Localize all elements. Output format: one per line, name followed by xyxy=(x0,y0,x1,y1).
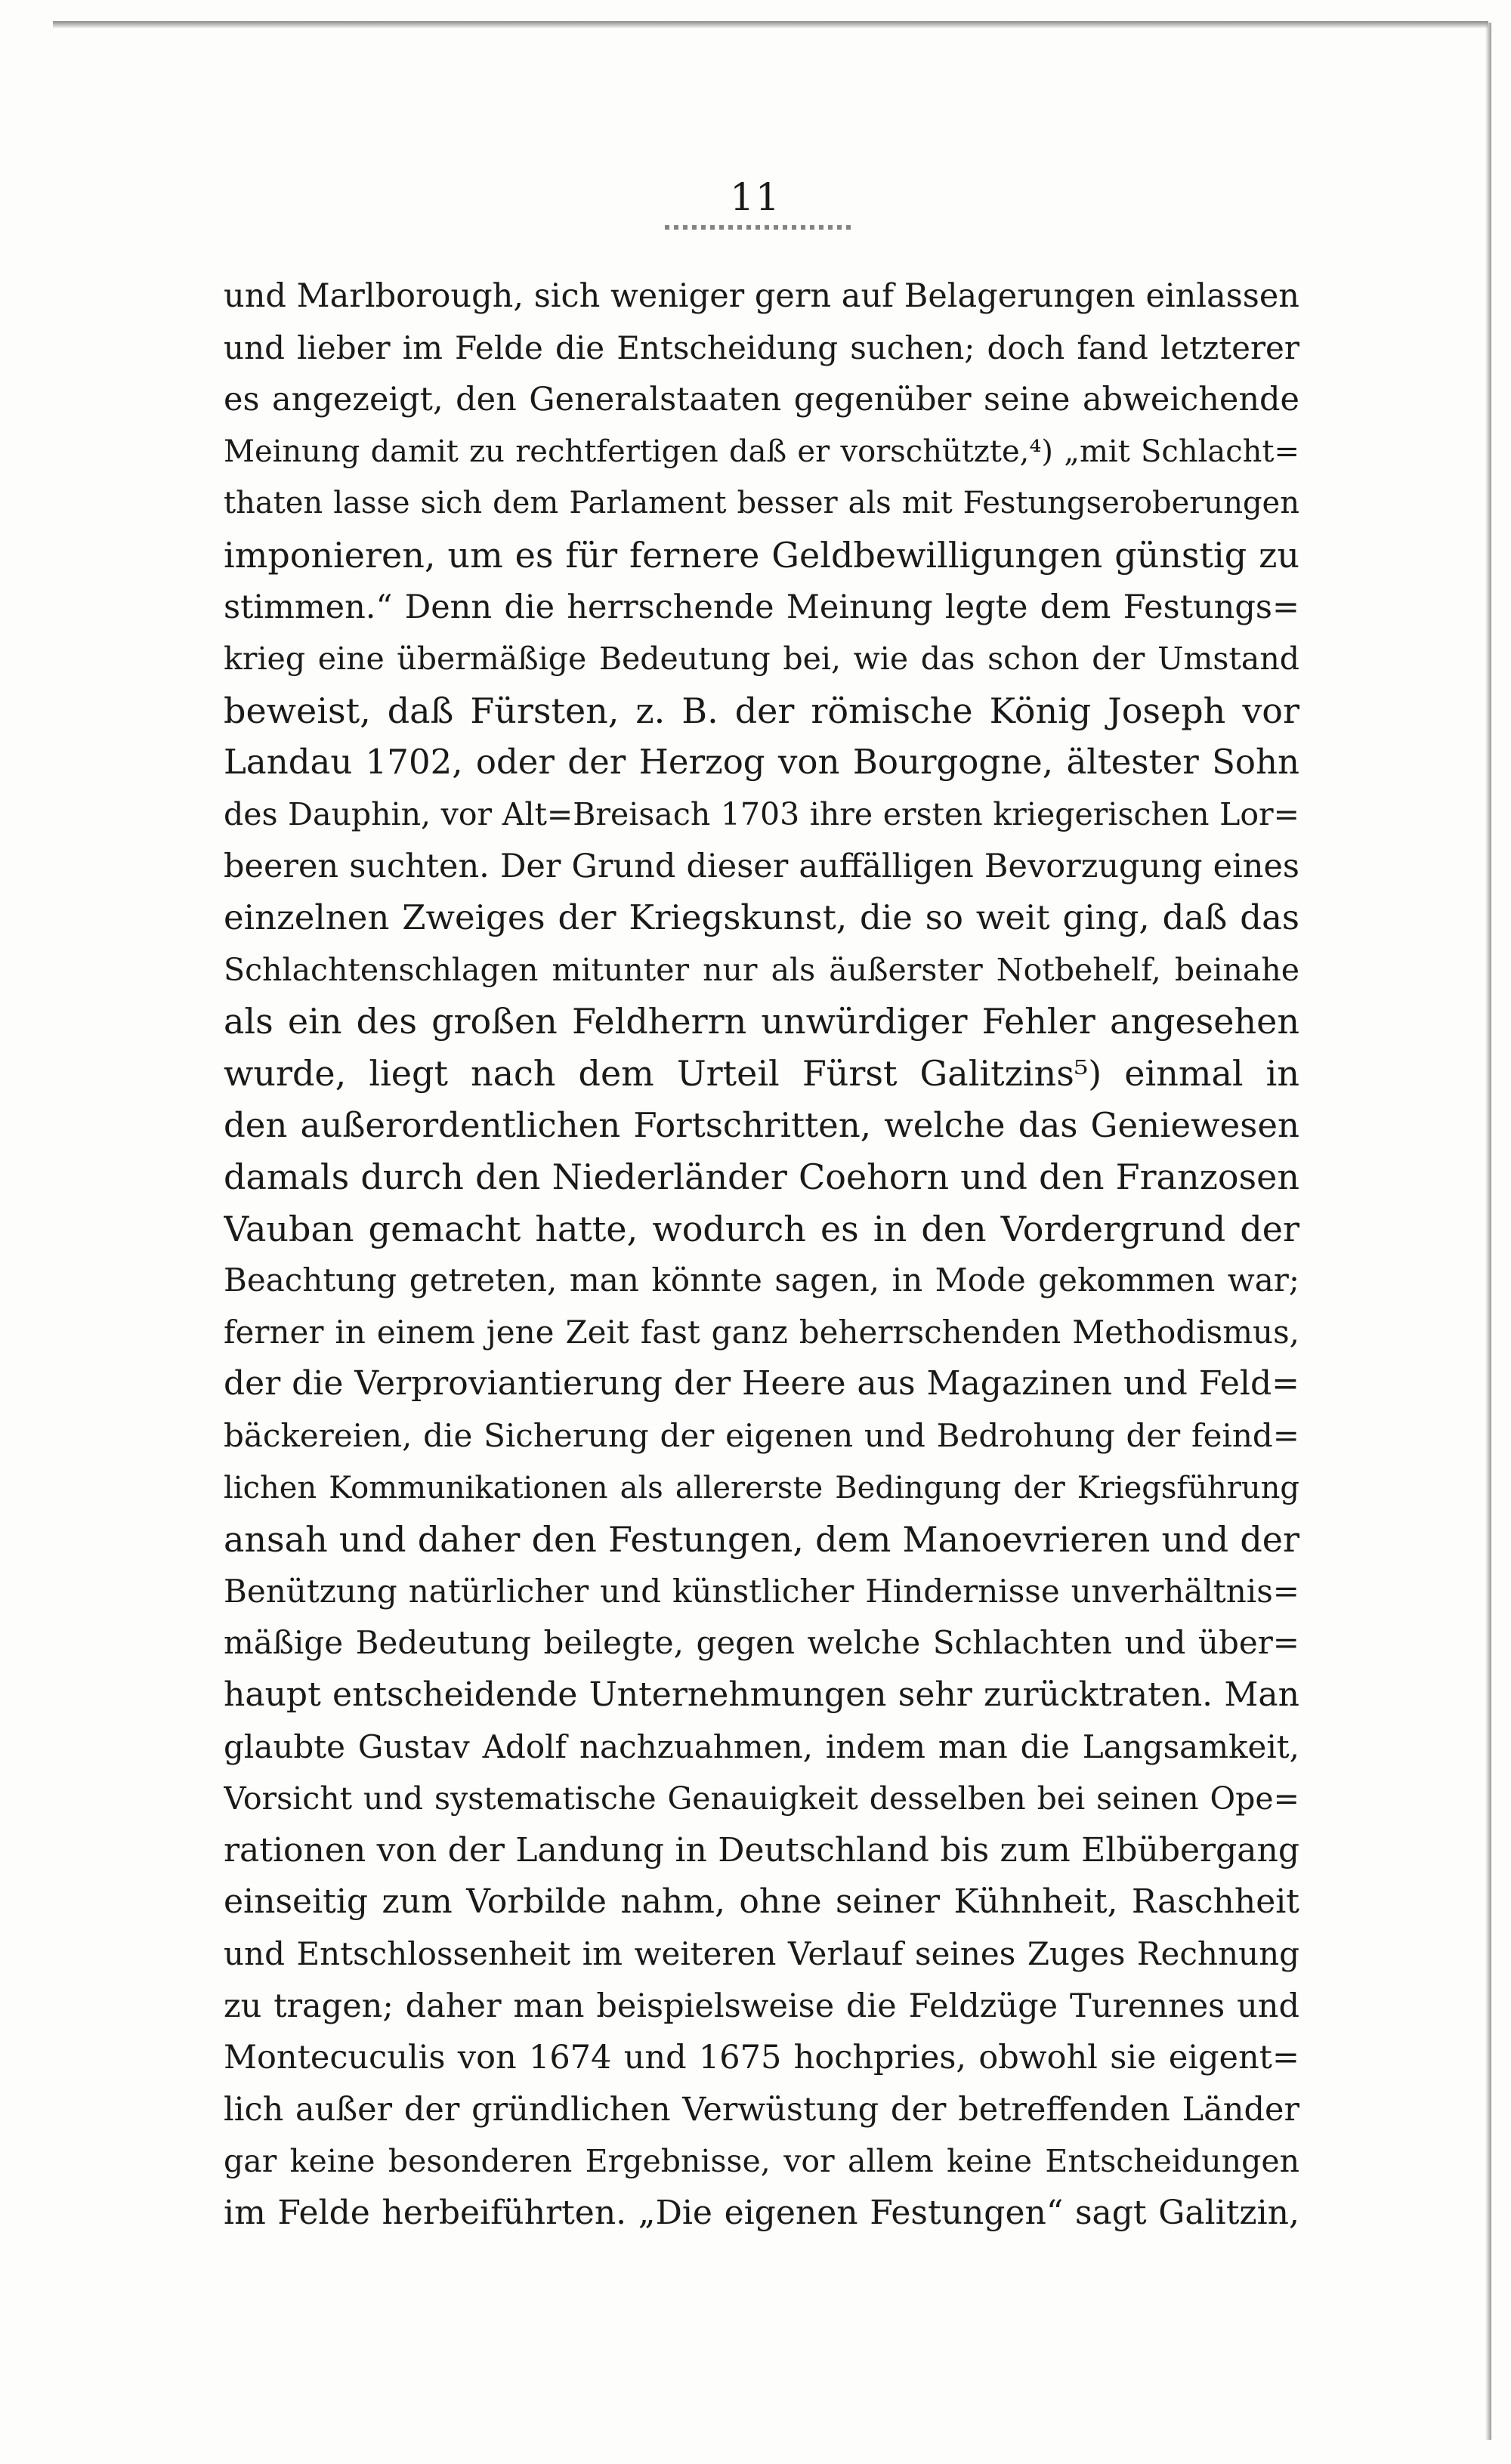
text-line: den außerordentlichen Fortschritten, welche das Geniewesen xyxy=(224,1104,1299,1145)
text-line: rationen von der Landung in Deutschland bis zum Elbübergang xyxy=(224,1830,1299,1870)
scan-edge-top xyxy=(53,21,1488,29)
text-line: Benützung natürlicher und künstlicher Hindernisse unverhältnis= xyxy=(224,1572,1299,1610)
text-line: als ein des großen Feldherrn unwürdiger Fehler angesehen xyxy=(224,1001,1299,1042)
text-line: beweist, daß Fürsten, z. B. der römische König Joseph vor xyxy=(224,690,1299,731)
text-line: Montecuculis von 1674 und 1675 hochpries, obwohl sie eigent= xyxy=(224,2039,1299,2077)
page-number-underline xyxy=(665,225,854,230)
text-line: einzelnen Zweiges der Kriegskunst, die so weit ging, daß das xyxy=(224,897,1299,938)
text-line: haupt entscheidende Unternehmungen sehr zurücktraten. Man xyxy=(224,1675,1299,1715)
text-line: Beachtung getreten, man könnte sagen, in Mode gekommen war; xyxy=(224,1261,1299,1299)
body-text xyxy=(224,270,1299,2240)
text-line: und Marlborough, sich weniger gern auf Belagerungen einlassen xyxy=(224,277,1299,315)
text-line: Landau 1702, oder der Herzog von Bourgogne, ältester Sohn xyxy=(224,742,1299,783)
text-line: lich außer der gründlichen Verwüstung der betreffenden Länder xyxy=(224,2090,1299,2129)
text-line: der die Verproviantierung der Heere aus Magazinen und Feld= xyxy=(224,1364,1299,1403)
text-line: ansah und daher den Festungen, dem Manoevrieren und der xyxy=(224,1519,1299,1561)
text-line: des Dauphin, vor Alt=Breisach 1703 ihre ersten kriegerischen Lor= xyxy=(224,795,1299,832)
text-line: ferner in einem jene Zeit fast ganz beherrschenden Methodismus, xyxy=(224,1313,1299,1351)
text-line: gar keine besonderen Ergebnisse, vor allem keine Entscheidungen xyxy=(224,2143,1299,2180)
text-line: thaten lasse sich dem Parlament besser als mit Festungseroberungen xyxy=(224,486,1299,521)
text-line: beeren suchten. Der Grund dieser auffälligen Bevorzugung eines xyxy=(224,847,1299,885)
text-line: damals durch den Niederländer Coehorn und den Franzosen xyxy=(224,1156,1299,1198)
text-line: lichen Kommunikationen als allererste Bedingung der Kriegsführung xyxy=(224,1470,1299,1505)
text-line: imponieren, um es für fernere Geldbewilligungen günstig zu xyxy=(224,534,1299,576)
text-line: mäßige Bedeutung beilegte, gegen welche Schlachten und über= xyxy=(224,1624,1299,1662)
text-line: krieg eine übermäßige Bedeutung bei, wie das schon der Umstand xyxy=(224,641,1299,678)
text-line: Vorsicht und systematische Genauigkeit desselben bei seinen Ope= xyxy=(224,1780,1299,1817)
text-line: wurde, liegt nach dem Urteil Fürst Galitzins⁵) einmal in xyxy=(224,1052,1299,1094)
text-line: einseitig zum Vorbilde nahm, ohne seiner Kühnheit, Raschheit xyxy=(224,1882,1299,1922)
text-line: und Entschlossenheit im weiteren Verlauf seines Zuges Rechnung xyxy=(224,1935,1299,1972)
page-number: 11 xyxy=(730,175,781,219)
text-line: glaubte Gustav Adolf nachzuahmen, indem man die Langsamkeit, xyxy=(224,1728,1299,1765)
text-line: bäckereien, die Sicherung der eigenen und Bedrohung der feind= xyxy=(224,1417,1299,1455)
text-line: Vauban gemacht hatte, wodurch es in den Vordergrund der xyxy=(224,1208,1299,1249)
text-line: es angezeigt, den Generalstaaten gegenüber seine abweichende xyxy=(224,381,1299,419)
text-line: zu tragen; daher man beispielsweise die Feldzüge Turennes und xyxy=(224,1987,1299,2025)
scan-edge-right xyxy=(1485,23,1491,2440)
text-line: Schlachtenschlagen mitunter nur als äußerster Notbehelf, beinahe xyxy=(224,951,1299,988)
text-line: im Felde herbeiführten. „Die eigenen Festungen“ sagt Galitzin, xyxy=(224,2193,1299,2232)
text-line: und lieber im Felde die Entscheidung suchen; doch fand letzterer xyxy=(224,329,1299,366)
text-line: stimmen.“ Denn die herrschende Meinung legte dem Festungs= xyxy=(224,588,1299,626)
text-line: Meinung damit zu rechtfertigen daß er vorschützte,⁴) „mit Schlacht= xyxy=(224,434,1299,469)
